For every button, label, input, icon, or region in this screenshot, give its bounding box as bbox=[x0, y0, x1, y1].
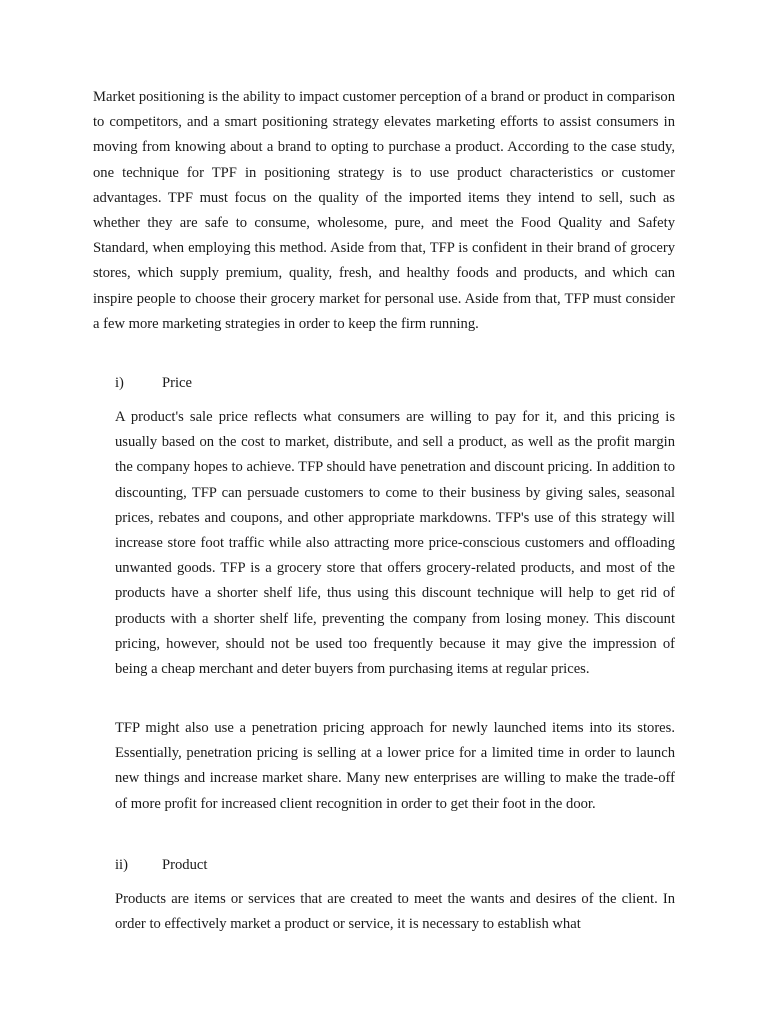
section-number: ii) bbox=[115, 857, 128, 873]
price-paragraph-1: A product's sale price reflects what consumers are willing to pay for it, and this pricing is usually based on the cost to market, distribute, and sell a product, as well as the profit margin the company hopes to achieve. TFP should have penetration and discount pricing. In addition to discounting, TFP can persuade customers to come to their business by giving sales, seasonal prices, rebates and coupons, and other appropriate markdowns. TFP's use of this strategy will increase store foot traffic while also attracting more price-conscious customers and offloading unwanted goods. TFP is a grocery store that offers grocery-related products, and most of the products have a shorter shelf life, thus using this discount technique will help to get rid of products with a shorter shelf life, preventing the company from losing money. This discount pricing, however, should not be used too frequently because it may give the impression of being a cheap merchant and deter buyers from purchasing items at regular prices. bbox=[115, 409, 675, 678]
section-number: i) bbox=[115, 375, 124, 391]
price-paragraph-2: TFP might also use a penetration pricing approach for newly launched items into its stores. Essentially, penetration pricing is selling at a lower price for a limited time in order to launch new things and increase market share. Many new enterprises are willing to make the trade-off of more profit for increased client recognition in order to get their foot in the door. bbox=[115, 720, 675, 812]
intro-paragraph: Market positioning is the ability to impact customer perception of a brand or product in comparison to competitors, and a smart positioning strategy elevates marketing efforts to assist consumers in moving from knowing about a brand to opting to purchase a product. According to the case study, one technique for TPF in positioning strategy is to use product characteristics or customer advantages. TPF must focus on the quality of the imported items they intend to sell, such as whether they are safe to consume, wholesome, pure, and meet the Food Quality and Safety Standard, when employing this method. Aside from that, TFP is confident in their brand of grocery stores, which supply premium, quality, fresh, and healthy foods and products, and which can inspire people to choose their grocery market for personal use. Aside from that, TFP must consider a few more marketing strategies in order to keep the firm running. bbox=[93, 89, 675, 332]
section-title: Product bbox=[162, 857, 208, 873]
product-paragraph-1: Products are items or services that are created to meet the wants and desires of the client. In order to effectively market a product or service, it is necessary to establish what bbox=[115, 891, 675, 933]
section-title: Price bbox=[162, 375, 192, 391]
